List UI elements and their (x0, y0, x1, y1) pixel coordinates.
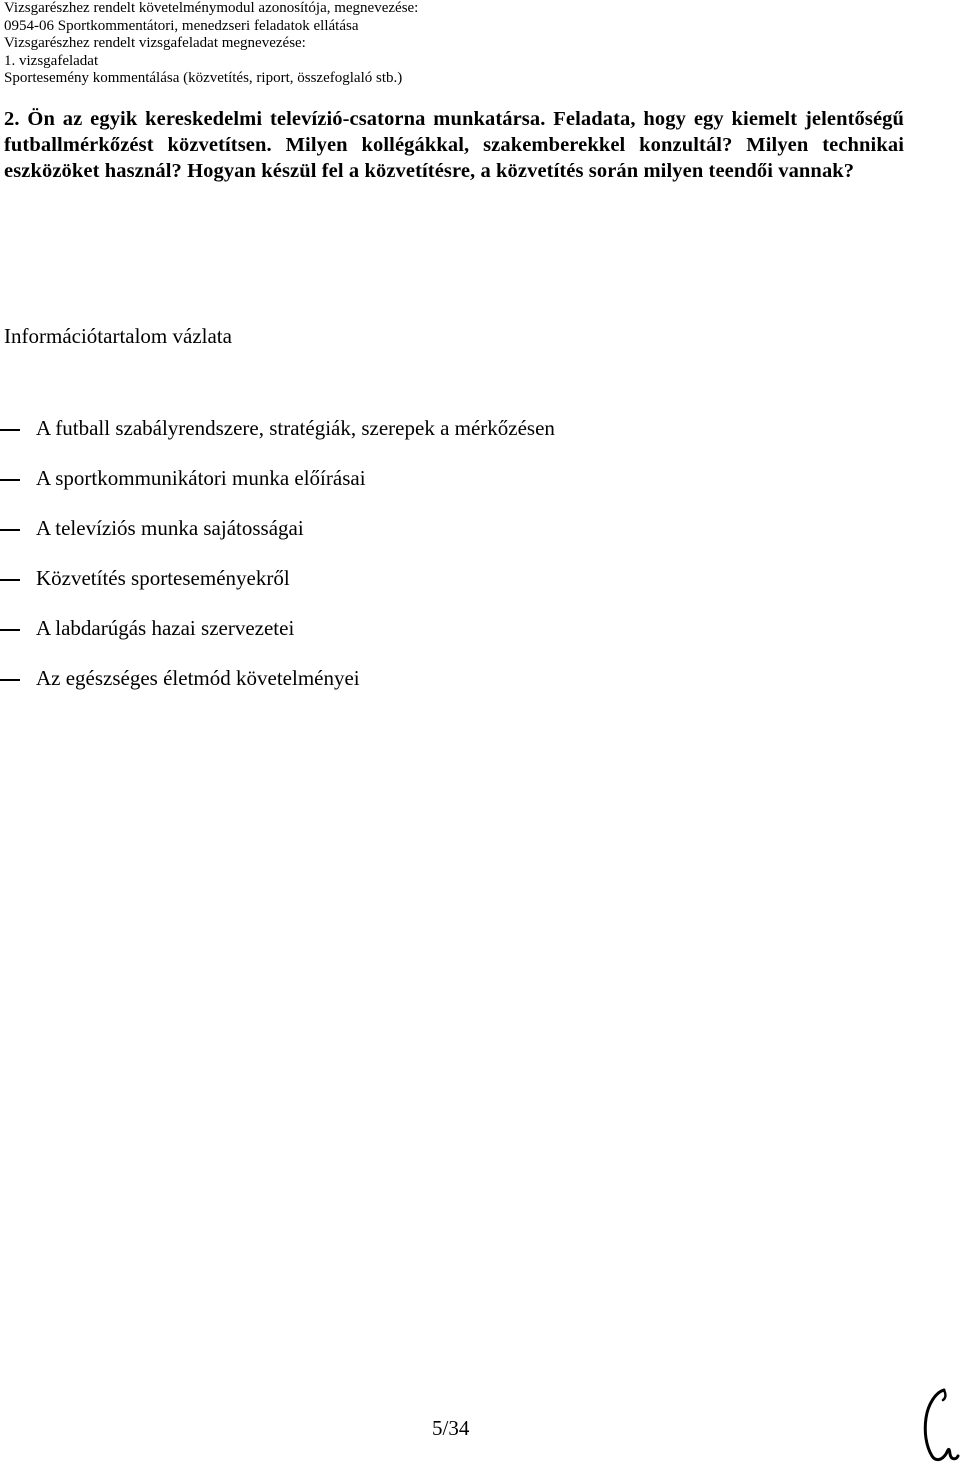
dash-bullet-icon (0, 679, 20, 681)
dash-bullet-icon (0, 579, 20, 581)
header-line-task-label: Vizsgarészhez rendelt vizsgafeladat megnevezése: (4, 35, 306, 51)
header-line-task-number: 1. vizsgafeladat (4, 52, 99, 69)
page-number: 5/34 (432, 1416, 470, 1440)
list-item-text: A futball szabályrendszere, stratégiák, szerepek a mérkőzésen (36, 416, 555, 440)
document-header (4, 0, 904, 88)
dash-bullet-icon (0, 629, 20, 631)
signature-icon (916, 1384, 960, 1463)
dash-bullet-icon (0, 529, 20, 531)
header-line-task-name: Sportesemény kommentálása (közvetítés, riport, összefoglaló stb.) (4, 70, 403, 86)
dash-bullet-icon (0, 479, 20, 481)
outline-title: Információtartalom vázlata (4, 324, 232, 348)
list-item-text: A sportkommunikátori munka előírásai (36, 466, 366, 490)
list-item-text: Közvetítés sporteseményekről (36, 566, 290, 590)
header-line-module-label: Vizsgarészhez rendelt követelménymodul azonosítója, megnevezése: (4, 0, 419, 16)
list-item-text: A labdarúgás hazai szervezetei (36, 616, 295, 640)
exam-question: 2. Ön az egyik kereskedelmi televízió-csatorna munkatársa. Feladata, hogy egy kiemelt jelentőségű futballmérkőzést közvetítsen. Milyen kollégákkal, szakemberekkel konzultál? Milyen technikai eszközöket használ? Hogyan készül fel a közvetítésre, a közvetítés során milyen teendői vannak? (4, 108, 904, 182)
header-line-module-name: 0954-06 Sportkommentátori, menedzseri feladatok ellátása (4, 17, 359, 34)
list-item-text: A televíziós munka sajátosságai (36, 516, 304, 540)
list-item-text: Az egészséges életmód követelményei (36, 666, 360, 690)
dash-bullet-icon (0, 429, 20, 431)
